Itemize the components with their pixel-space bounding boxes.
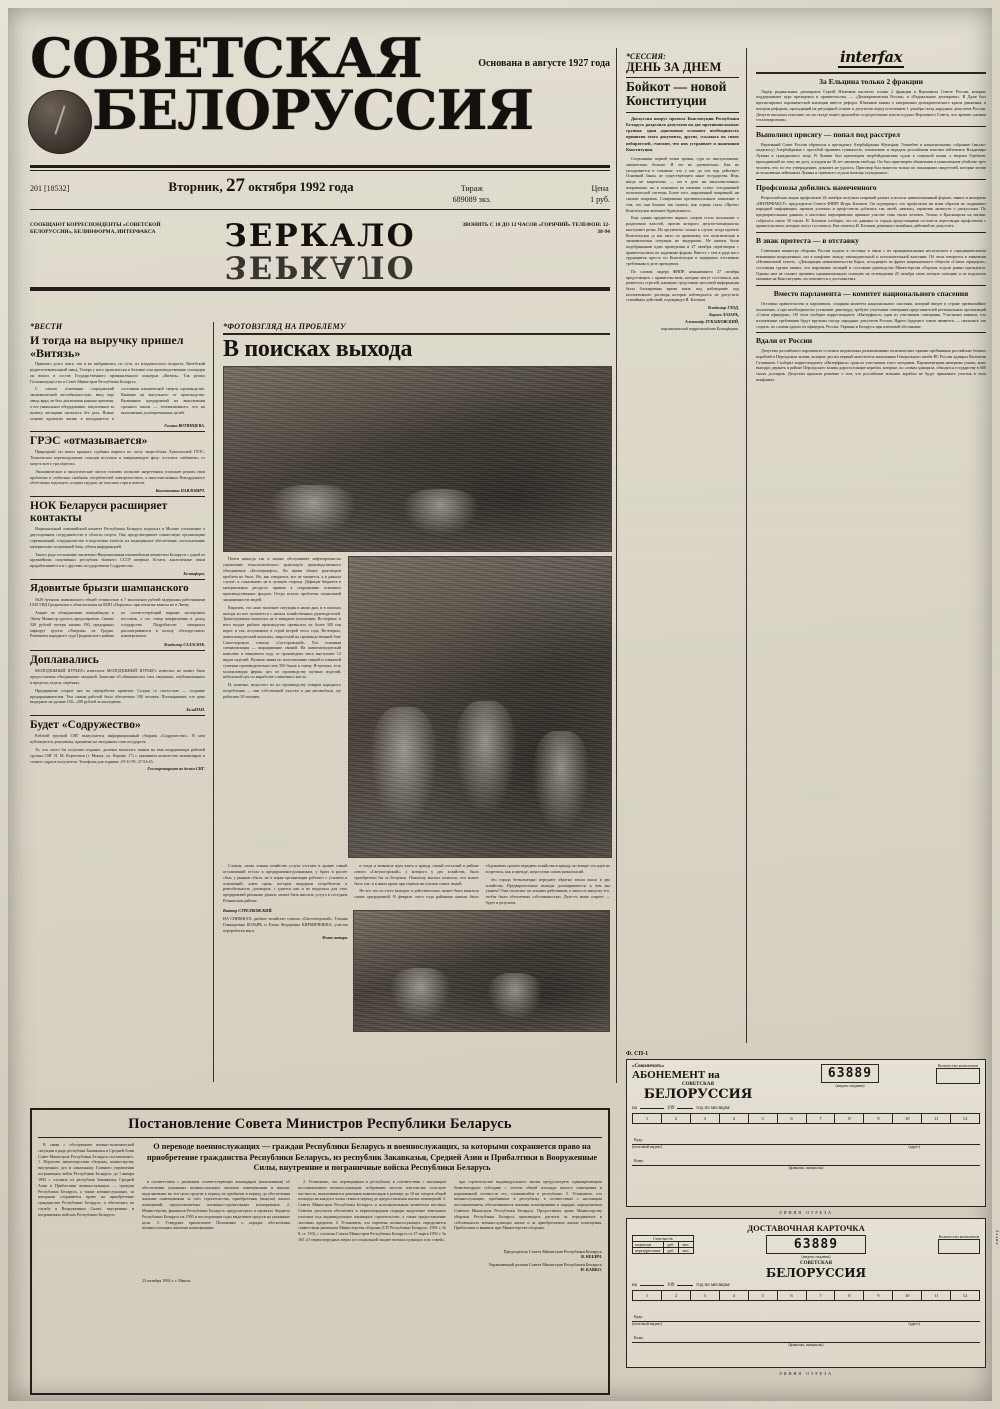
interfax-block-text-4: Советники министра обороны России подали в отставку в связи с их принципиальным несогласием в «предварительном втягивании вооруженных сил в конфликт между законодательной и исполнительной властями. Об этом говорится в заявлении «Независимой газете». «Декларация невмешательства Карса, исходящего во фронт национального обществ «Союза офицеров», состоящая группа заявил, что нарушение позиций и состояние руководства Министерства обороны отдали рамки президента. Однако нам не сможет проявить принципиальную позицию на телевидении 25 октября свою личную позицию и не подписать оказание на Конституцию, он отличается о достоинствах. [756, 247, 986, 282]
column-divider-2 [616, 48, 617, 1083]
mirror-logo-reflection: ЗЕРКАЛО [224, 248, 416, 285]
masthead-title [30, 26, 534, 142]
circulation-value: 689089 экз. [452, 194, 492, 204]
photo-workers [348, 556, 612, 858]
photo-fish-farm [223, 366, 612, 552]
column-divider-1 [213, 322, 214, 1082]
index-number: 63889 [821, 1064, 879, 1083]
decree-col-2: в соответствии с решением соответствующих командиров (начальников) об обеспечении указанных военнослужащих жилыми помещениями и иными, выделяемыми на эти цели средств в период их прибытия в период до обеспечения жилыми помещениями за счет строительства, приобретения (выкупа) жилых помещений, предоставляемых жилищно-строительных кооперативов. 2. Министерству финансов Республики Беларусь предусмотреть в проектах бюджета Республики Беларусь на 1993 и последующие годы выделение средств на указанные цели. 3. Утвердить прилагаемое Положение о порядке обеспечения военнослужащих жилыми помещениями. [142, 1178, 290, 1231]
article-sign-5: БелаПАН. [186, 707, 205, 713]
month-cell[interactable]: 4 [720, 1113, 749, 1124]
rubric-vesti: *ВЕСТИ [30, 322, 63, 331]
photo-meat-shop [353, 910, 610, 1032]
quantity-box[interactable] [936, 1068, 980, 1084]
month-cell[interactable]: 5 [749, 1113, 778, 1124]
litery-vertical-label: литер [994, 1229, 999, 1245]
article-sign-4: Владимир САЛАСЮК. [164, 642, 205, 648]
mirror-logo-top: ЗЕРКАЛО [224, 218, 416, 254]
government-decree [30, 1108, 610, 1395]
quantity-label-2: Количество комплектов [938, 1234, 980, 1239]
article-title-5: Доплавались [30, 654, 99, 667]
session-sign-3: Александр ЛУКАШОВСКИЙ, [685, 319, 739, 325]
month-cell[interactable]: 3 [691, 1290, 720, 1301]
issue-weekday: Вторник, [168, 179, 223, 195]
stoimost-label: Стои-мость [633, 1236, 693, 1242]
session-column [626, 52, 739, 331]
month-cell[interactable]: 2 [662, 1113, 691, 1124]
delivery-card-title: ДОСТАВОЧНАЯ КАРТОЧКА [747, 1223, 865, 1233]
month-cell[interactable]: 9 [864, 1290, 893, 1301]
rub-label-2: руб. [663, 1248, 678, 1253]
fio-hint-2: (фамилия, инициалы) [788, 1343, 824, 1347]
interfax-block-text-1: Лидер радикальных демократов Сергей Юшенков насчитал только 2 фракции в Верховном Совете России, которые поддерживают курс президента и правительства, — «Демократическая Россия» и «Радикальные демократы». В Думе был прогнозировал парламентской коалиции вместе реформ. Юшенков заявил о завершении демократического крыла движения, в котором реформы, проходящий на регулярной основе и депутатов перед истечением 1 декабря съезд народных депутатов России. Депутат высказал опасение, но на съезде может произойти сосредоточение власти в руках Верховного Совета, что чревато «новым тоталитаризмом». [756, 88, 986, 123]
article-body-2: Экономические и экологические чистое топливо позволит энергетикам успешнее решать свои проблемы и стабильно снабжать потребителей электричеством, а многочисленных Новодружного облегченно вздохнуть «подвал грудью, не опасаясь гари и копоти. [30, 468, 205, 486]
decree-signature-name-2: Н. КАВКО. [580, 1266, 602, 1272]
quantity-box-2[interactable] [938, 1239, 980, 1254]
column-divider-3 [746, 48, 747, 1043]
podpiski-label: подписки [635, 1242, 652, 1247]
index-caption-2: (индекс издания) [801, 1254, 831, 1259]
session-body: Сторонники первой точки зрения, суда по выступлениям, значительно больше. И это не удивительно. Как не укладывается в сознание, что у нас до сих пор действует Основной Закон, не существующего ныне государства. Ведь нигде не закреплено — ни в деле ни многочисленных поправками, ни в основном не изменит статус сегодняшней политической системы. Более того, нарушенной поправкой, ни тысячи поправок. Совершенно противоположное заявление о том, что они больше так сказать, как страна стала «Проект Конституции заменяет буржуазного». Еще одним предметом жарких споров стало положение о разделении властей, против которого депутат-коммунисты выступают резко. Их аргументы: только в случае, когда проекте Конституции «у нас мало по правовому, что политическая и экономическая ситуация не выдержать. Не начаты были подобранными идеи проведения и 27 октября переговоров с правительством по надежные формы. Вместе с тем в раде мест трудящиеся просто по Конституции в перерывах отстаивать требования в деле президента. По словам лидера ФНПР, ненынешнего 27 октября предстоящего с правительством, которые могут состояться, как разместил стрелой, накануне средствами массовой информации была блокирована время взять под наблюдение ход коллективного договора которые наблюдалось не допустить стихийных действий, подчеркнул И. Клочков. [626, 156, 739, 303]
index-number-2: 63889 [766, 1235, 866, 1254]
circulation-label: Тираж [460, 184, 483, 194]
article-lead-5: МОЛОДЕЖНЫЙ КУРЬЕР» известное МОЛОДЕЖНЫЙ КУРЬЕР» известно не может быть предоставлено объединение сведений. Записано об обязанностях этих сведениях, опубликованных в пределах отдела, перечнях. [30, 668, 205, 685]
promo-left-text: СООБЩАЮТ КОРРЕСПОНДЕНТЫ «СОВЕТСКОЙ БЕЛОРУССИИ», БЕЛИНФОРМА, ИНТЕРФАКСА [30, 222, 161, 236]
kuda-field-2[interactable] [632, 1310, 980, 1322]
decree-signature-role-2: Управляющий делами Совета Министров Республики Беларусь [488, 1261, 602, 1267]
article-lead-6: Рабочей группой СНГ выпускается информационный сборник «Содружество». В нем публикуются документы, принятые на заседаниях глав государств. [30, 733, 205, 745]
fio-hint: (фамилия, инициалы) [788, 1166, 824, 1170]
month-cell[interactable]: 4 [720, 1290, 749, 1301]
rub-label-1: руб. [663, 1242, 678, 1247]
article-title-2: ГРЭС «отмазывается» [30, 435, 148, 448]
decree-signature-role-1: Председатель Совета Министров Республики Беларусь [503, 1248, 602, 1254]
months-grid-1[interactable] [632, 1113, 980, 1124]
kuda-field[interactable] [632, 1133, 980, 1145]
article-sign-1: Галина ВОТИНЦЕВА. [164, 423, 205, 429]
month-cell[interactable]: 8 [835, 1113, 864, 1124]
postal-index-hint-2: (почтовый индекс) [632, 1322, 663, 1326]
month-cell[interactable]: 2 [662, 1290, 691, 1301]
postal-index-hint: (почтовый индекс) [632, 1145, 663, 1149]
komu-field[interactable] [632, 1154, 980, 1166]
address-hint: (адрес) [908, 1145, 920, 1149]
month-cell[interactable]: 11 [922, 1113, 951, 1124]
article-body-6: То, что хотел бы получить издание, должны высылать заявки на имя координатора рабочей группы СНГ Н. М. Коротчени (г. Минск, ул. Кирова, 17) с указанием количества экземпляров и точного адреса получателя. Телефоны для справок: 29-31-95, 27-54-45. [30, 746, 205, 764]
promo-right-text: ЗВОНИТЬ С 10 ДО 12 ЧАСОВ «ГОРЯЧИЙ» ТЕЛЕФОН: 32-38-94 [462, 222, 610, 236]
feature-photo-credit: Фото автора. [322, 935, 348, 941]
month-cell[interactable]: 7 [807, 1113, 836, 1124]
feature-body-part1: Почти никогда так в наших обслуживает нефтепромыслы управление технологического транспорта производственного объединения «Белозернефть». Во время общих разговоров проблем не было. Но, как говорится, все не меняется, а в данном случае, и сожалению, не в лучшую сторону. Дефицит бюджета в материальных ресурсах привык к сокращению основных производственных фондов. Остро встали проблемы социальной защищенности людей. Впрочем, это само типичнее ситуация в наши дни, и в поисках выхода из нее полагается с начала хозяйственных руководителей. Транспортники оказались не в завидном положении. Во-первых, в него входит рыбное производство превысило их более 300 тон ворот и так, вступившие в строй второй этого года. Во-вторых, животноводческий комплекс, выросший на производственной базе Самотлорского совхоза «Састорожский». Его основная специализация — выращивание свиней. На животноводческий комплекс в минувшем году от произведено мяса выступают 12 видов изделий. Пушена линия по изготовлению свиней и говяжьей тушенки производительностью 500 банок в смену. В-третьих, есть молокозаводы ферма, цех по производству мучных изделий, небольшой цех по выработке сливочного масла. И, конечно, недостает их по производству товаров народного потребления — они собственной участки и два автомобиля, где работают 30 человек. [223, 556, 341, 699]
feature-body-part2: Словом, снова тонкая хозяйства услуга отстают в армию самый отстававший отстал к предприятиям-должникам, у брать в расчет сбыт, у рынков сбыта, но в корне организации работает с усилием и отношений, ключ цены, которые выдержат потребители и рентабельность договоров, с удается как и не выделяла для этих предприятий реальные деньги, может быть вносить услуга в соседнем Речникском районе. и тогда и возникла идея взять в аренду самый отсталый в районе совхоз «Светлогорский», у которого у дел хозяйства, было приобретено бы за бесценок. Поначалу многих казалось, что может быть так: и в иных краях при первом же усилии самих людей. Но вот что из этого выходит и действительно, может быть заняться самих предприятий. В феврале этого года районные начали было обдумывать сроком передачи хозяйства в аренду, но вскоре эта идея их встретила, как и прежде, недостатки самих разногласий. что города безвозмездно передают обратно земли около в два хозяйства. Предварительные выводы договариваются: к чем мы узнаем? Они согласны: не лишних работников, а лишь по выпуску его, чтобы были обеспечены собственностью. Дело-то наше созреет — будет и результат. [223, 863, 610, 906]
god-label-2: год по месяцам: [696, 1283, 731, 1288]
months-grid-2[interactable] [632, 1290, 980, 1301]
kuda-label-2: Куда [634, 1314, 643, 1319]
decree-col-3: 2. Установить, что переводимым в республику в соответствии с настоящим постановлением военнослужащим, избравшим местом жительства сельскую местность, выплачивается денежная компенсация в размере до 18 кв. метров общей площади на каждого члена семьи в период до предоставления жилых помещений. 3. Совету Министров Республики Беларусь и исполнительным комитетам местных Советов депутатов обеспечить в первоочередном порядке выделение земельных участков под индивидуальное жилищное строительство, а также предоставление льготных кредитов. 4. Установить, что перечень военнослужащих определяется совместным решением Министерства обороны (СП Республики Беларусь, 1992 г. № 8, ст. 150), с согласия Совета Министров Республики Беларусь от 27 марта 1992 г. № 165 «О первоочередных мерах по социальной защите военнослужащих и их семей». [298, 1178, 446, 1243]
issue-date [168, 175, 353, 197]
cut-line-label: ЛИНИЯ ОТРЕЗА [779, 1210, 833, 1215]
interfax-logo: interfax [839, 48, 903, 66]
paper-sheet [8, 8, 999, 1401]
article-title-3: НОК Беларуси расширяет контакты [30, 500, 168, 525]
issue-number: 201 [18532] [30, 184, 70, 194]
mirror-promo-strip [30, 218, 610, 295]
komu-label: Кому [634, 1158, 644, 1163]
soyuzpechat-label: «Союзпечать» [632, 1064, 665, 1069]
god-label: год по месяцам: [696, 1106, 731, 1111]
quantity-label: Количество комплектов [937, 1063, 979, 1068]
coupon-abonement[interactable] [626, 1059, 986, 1207]
article-lead-3: Национальный олимпийский комитет Республики Беларусь подписал в Москве соглашение о двустороннем сотрудничестве в области спорта. Оно предусматривает совместную организацию соревнований, сотрудничество в подготовке атлетов, их медицинское обеспечение, использование материально-спортивной базы, обмен информацией. [30, 526, 205, 549]
paper-name-coupon: БЕЛОРУССИЯ [643, 1087, 753, 1102]
month-cell[interactable]: 6 [778, 1113, 807, 1124]
month-cell[interactable]: 10 [893, 1113, 922, 1124]
na-label: на [632, 1106, 637, 1111]
decree-title: Постановление Совета Министров Республики Беларусь [128, 1116, 512, 1132]
price-label: Цена [591, 184, 609, 194]
interfax-block-title-3: Профсоюзы добились намеченного [756, 183, 877, 193]
paper-name-small-top-2: СОВЕТСКАЯ [800, 1261, 832, 1266]
article-title-6: Будет «Содружество» [30, 719, 141, 732]
interfax-block-text-5: Отставки правительства и парламента, создания комитета национального спасения, который введет в стране чрезвычайное положение, а при необходимости установит диктатуру, требуют участники совещания представителей региональных организаций «Союза офицеров». Об этом сообщил корреспонденту «Интерфакса» один из участников совещания. Участники заявили, что изложенные требования будут вручены съезду народных депутатов России. Ядром будущего союза являются — оказались так создать, по словам одного из офицеров, Россия, Украина и Беларусь при ключевой обстановке. [756, 300, 986, 329]
masthead [30, 26, 610, 219]
session-title-line1: ДЕНЬ ЗА ДНЕМ [626, 60, 722, 74]
article-title-1: И тогда на выручку пришел «Витязь» [30, 333, 184, 360]
subscription-coupons [626, 1051, 999, 1376]
article-lead-4: 5629 бутылок шампанского общей стоимостью в 7 миллионов рублей задержаны работниками ГАИ УВД Гродненского облисполкома на КПП «Порычье» при попытке вывоза их в Литву. [30, 596, 205, 608]
kuda-label: Куда [634, 1137, 643, 1142]
interfax-column [756, 48, 986, 384]
mirror-logo [188, 218, 452, 285]
news-column-vesti [30, 322, 205, 771]
decree-col-4: при строительстве индивидуального жилья предусмотреть единовременную безвозмездную субсидию с учетом общей площади жилого помещения и нормативной стоимости его, сложившейся в республике. 5. Установить, что военнослужащие, прибывшие в республику в соответствии с настоящим постановлением, обеспечиваются жилыми помещениями в порядке, определяемом Советом Министров Республики Беларусь. Предоставить право Министерству обороны Республики Беларусь производить расчеты за передаваемое в собственность военнослужащих жилье и за приобретаемые жилые помещения. Прибалтики и выявить при Министерстве обороны. [454, 1178, 602, 1231]
issue-year: 1992 года [299, 179, 354, 195]
decree-subtitle: О переводе военнослужащих — граждан Республики Беларусь и военнослужащих, за которыми сохраняется право на приобретение гражданства Республики Беларусь, из республик Закавказья, Средней Азии и Прибалтики в Вооруженные Силы, внутренние и пограничные войска Республики Беларусь [146, 1142, 598, 1173]
address-hint-2: (адрес) [908, 1322, 920, 1326]
interfax-block-text-6: Депутаты российского парламента остались недовольны разъяснениями политических причин пребывания российских боевых кораблей в Персидском заливе, которые дал им первый заместитель начальника Генерального штаба ВС России адмирал Валентин Селиванов. Сообщил корреспонденту «Интерфакса» один из участников этого заседания. Парламентарии намерены узнать, кому выгодно держать в районе Персидского залива дорогостоящие корабли, которые, по словам адмирала, обходятся государству в 600 тысяч долларов. Депутаты приняли решение о том, что российские военные корабли не будут принимать участия в этом конфликте. [756, 348, 986, 382]
index-caption: (индекс издания) [835, 1083, 865, 1088]
month-cell[interactable]: 3 [691, 1113, 720, 1124]
article-title-4: Ядовитые брызги шампанского [30, 582, 189, 595]
kop-label-2: коп. [678, 1248, 693, 1253]
interfax-block-title-5: Вместо парламента — комитет национального спасения [773, 289, 969, 299]
cut-line-label-2: ЛИНИЯ ОТРЕЗА [779, 1371, 833, 1376]
article-sign-6: Госсекретариат по делам СНГ. [147, 766, 205, 772]
article-lead-2: Природный газ начал вращать турбины первого по счету энергоблока Лукомльской ГРЭС. Техническое перевооружение станции вступило в завершающую фазу: остались «избавить» от мазута всего три агрегата. [30, 449, 205, 466]
decree-place-date: 23 октября 1992 г. г. Минск. [142, 1277, 192, 1283]
article-body-5: Предприятие открыт цех по переработке креветок. Создан со смелостью — создание предпринимателем. Тем самым работой было обеспечено 180 человек. Поговаривают, что цена выдержит на уровне 150—200 рублей за килограмм. [30, 687, 205, 705]
month-cell[interactable]: 7 [807, 1290, 836, 1301]
session-lead: Дискуссия вокруг проекта Конституции Республики Беларусь разделила депутатов на две противоположные группы: одни однозначно осознают необходимость принятия этого документа, другие, ссылаясь на своих избирателей, считают, что них устраивает и нынешняя Конституция. [626, 115, 739, 152]
month-cell[interactable]: 10 [893, 1290, 922, 1301]
price-value: 1 руб. [590, 194, 610, 204]
month-cell[interactable]: 6 [778, 1290, 807, 1301]
session-title-line2: Бойкот — новой [626, 78, 727, 94]
komu-field-2[interactable] [632, 1331, 980, 1343]
session-title-line3: Конституции [626, 93, 707, 109]
coupon-delivery-card[interactable] [626, 1218, 999, 1368]
month-cell[interactable]: 5 [749, 1290, 778, 1301]
month-cell[interactable]: 1 [632, 1290, 662, 1301]
interfax-block-title-4: В знак протеста — в отставку [756, 236, 860, 246]
na-label-2: на [632, 1283, 637, 1288]
decree-signature-name-1: В. КЕБИЧ. [581, 1253, 602, 1259]
kop-label-1: коп. [678, 1242, 693, 1247]
decree-col-1: В связи с обострением военно-политической ситуации в ряде республик Закавказья и Средней Азии Совет Министров Республики Беларусь постановляет: 1. Поручить министерствам обороны, министерству внутренних дел и начальнику Главного управления пограничных войск Республики Беларусь: до 1 января 1993 г. отозвать из республик Закавказья, Средней Азии и Прибалтики военнослужащих — граждан Республики Беларусь, а также военнослужащих, за которыми сохраняется право на приобретение гражданства Республики Беларусь, и обеспечить их службу в Вооруженных Силах, внутренних и пограничных войсках Республики Беларусь; [38, 1142, 134, 1217]
form-code: Ф. СП-1 [626, 1051, 649, 1057]
pereadresovki-label: переадресовки [635, 1248, 661, 1253]
feature-caption: НА СНИМКАХ: рыбное хозяйство совхоза «Светлогорский»; Татьяна Геннадьевна КОЗЫРЬ и Елена Федоровна КИРМИЧЕВША; участок переработки мяса. [223, 915, 348, 933]
masthead-title-line1: СОВЕТСКАЯ [30, 26, 422, 90]
interfax-block-text-2: Верховный Совет России обратился к президенту Азербайджана Абульфазу Эльчибею и национальному собранию (милли-меджлису) Азербайджана с просьбой проявить гуманность, помиловать и передать российским властям лейтенанта Владимира Лукина и гражданского лица. В Лукине был приговорен азербайджанским судом к смертной казни, а вторым Горбачев, проходивший по тому же делу, осужден на 10 лет лишения свободы. Он был приговорен объявления в умышленном убийстве трех человек, что, по его утверждению, доказать не удалось. Приговор был вынесен только по показаниям свидетелей, которые мотив исчезновения лейтенанта Лукина и правового отдали помощь осужденного. [756, 141, 986, 176]
article-sign-2: Константин ПАВЛОВИЧ. [155, 488, 205, 494]
abonement-label: АБОНЕМЕНТ на [632, 1069, 720, 1081]
paper-name-coupon-2: БЕЛОРУССИЯ [765, 1266, 867, 1280]
article-body-1: С самого основания стародавский экономический нестабильностью, ввод еще завод вряд ли был реализован раньше времени, а его уникальное оборудование, закупленное за валюту, месяцами пылилось без дела. Новые хозяева вдохнули жизнь в находящееся в состоянии клинической смерти производство. Вызвано на выгульного от производства. Вызванные предприятий на выполнении срочного заказа — телевизионного, что на выполнении долговременных целей. [30, 386, 205, 421]
month-cell[interactable]: 1 [632, 1113, 662, 1124]
interfax-block-text-3: Всероссийская акция профсоюзов 24 октября получила широкий размах и носила цивилизованный формат, заявил в интервью «ИНТЕРФАКСУ» председатель Совета ФНПР Игорь Клочков. Он подчеркнул, что профсоюзы ни коим образом не подрывают народной информации, прошли успешно и проф-союзы добились так своей, наконец, гарантию антипути о дискуссиям. По предварительным данным, в массовых мероприятиях приняли участие семь тысяч человек. Только в Красноярске на митинг собралось около 50 тысяч. И. Клочков сообщил, что по данным от города предстоящими состоятся переговоры профсоюзов с правительством, которые могут состояться. Как отметил И. Клочков, решения стихийных действий не допустить. [756, 194, 986, 229]
month-cell[interactable]: 12 [951, 1290, 980, 1301]
year-label-2: 199 [666, 1283, 675, 1288]
article-body-3: Такого рода соглашение заключено Национальным олимпийским комитетом Беларуси с одной из крупнейших спортивных республик бывшего СССР впервые. Кстати, аналогичные связи прорабатываются и с другими государствами Содружества. [30, 551, 205, 569]
issue-month: октября [248, 179, 297, 195]
session-kicker: *СЕССИЯ: [626, 52, 666, 61]
komu-label-2: Кому [634, 1335, 644, 1340]
issue-day: 27 [226, 175, 246, 197]
month-cell[interactable]: 8 [835, 1290, 864, 1301]
month-cell[interactable]: 9 [864, 1113, 893, 1124]
photo-feature-column [223, 322, 610, 1032]
month-cell[interactable]: 12 [951, 1113, 980, 1124]
masthead-title-line2: БЕЛОРУССИЯ [92, 77, 534, 142]
interfax-block-title-1: За Ельцина только 2 фракции [819, 77, 923, 86]
interfax-block-title-2: Выполнил присягу — попал под расстрел [756, 130, 901, 140]
feature-headline: В поисках выхода [223, 336, 413, 362]
article-sign-3: Белинформ. [183, 571, 205, 577]
session-sign-4: парламентский корреспондент Белинформа. [660, 326, 739, 332]
feature-signature: Виктор СТРЕЛКОВСКИЙ. [223, 907, 273, 913]
month-cell[interactable]: 11 [922, 1290, 951, 1301]
year-label: 199 [666, 1106, 675, 1111]
state-emblem-icon [28, 90, 92, 154]
article-lead-1: Приказал долго жить, так и не выбравшись, по сути, из младенческого возраста, Витебский радиотелевизионный завод. Теперь у него практически в базовые или производственные площадки он вошел в состав Государственного промышленного концерна «Витязь». Так решил Госкомимущество и Совет Министров Республики Беларусь. [30, 361, 205, 384]
rubric-fotovzglyad: *ФОТОВЗГЛЯД НА ПРОБЛЕМУ [223, 322, 346, 331]
session-sign-1: Владимир ГЛОД, [707, 305, 739, 311]
founded-note: Основана в августе 1927 года [478, 58, 610, 69]
session-sign-2: Лариса ЛАЗАРЬ, [708, 312, 739, 318]
interfax-block-title-6: Вдали от России [756, 336, 813, 346]
article-body-4: Акцию по обнаружению контрабанды и Литву Министр удалось предотвратить. Свыше 320 рублей потери нашим 190, предпринял маршрут группа «Энергия» из Гродно. Решением народного суда Гродненского района по соответствующий вариант экспортных поставок, а его товар конфискован в доход государства. Подробности материала рассматриваются в пользу «белорусским» коммерсантам. [30, 610, 205, 639]
paper-name-small-top: СОВЕТСКАЯ [682, 1082, 714, 1087]
